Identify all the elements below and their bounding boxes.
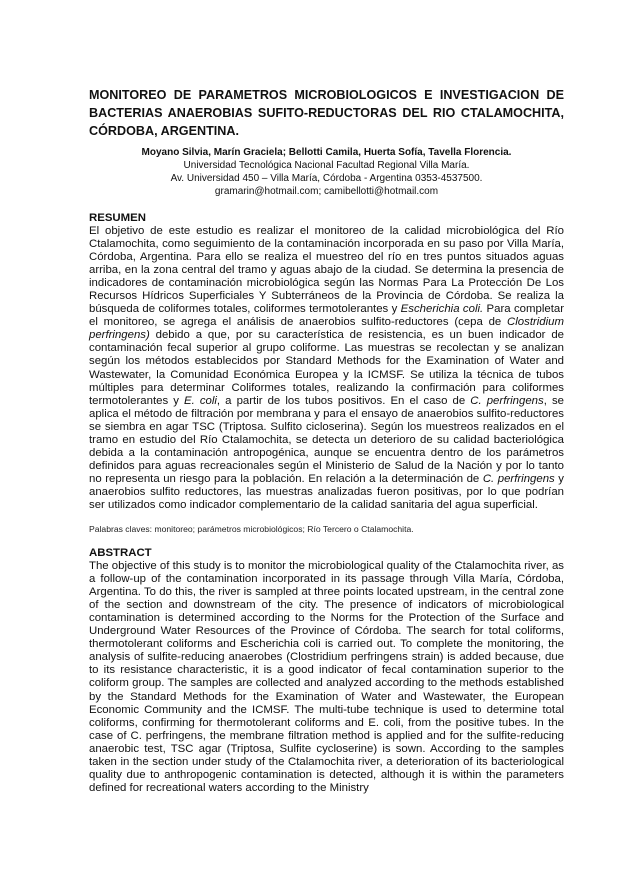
abstract-heading: ABSTRACT bbox=[89, 547, 152, 560]
resumen-paragraph bbox=[89, 225, 564, 512]
resumen-text-4: , a partir de los tubos positivos. En el caso de bbox=[216, 394, 471, 407]
author-names: Moyano Silvia, Marín Graciela; Bellotti Camila, Huerta Sofía, Tavella Florencia. bbox=[141, 147, 512, 158]
affiliation-line-1: Universidad Tecnológica Nacional Facultad Regional Villa María. bbox=[183, 160, 470, 171]
resumen-italic-2: Clostridium perfringens) bbox=[89, 316, 564, 342]
abstract-paragraph: The objective of this study is to monitor the microbiological quality of the Ctalamochita river, as a follow-up of the contamination incorporated in its passage through Villa María, Córdoba, Argentina. To do this, the river is sampled at three points located upstream, in the central zone of the section and downstream of the city. The presence of indicators of microbiological contamination is determined according to the Norms for the Protection of the Surface and Underground Water Resources of the Province of Córdoba. The search for total coliforms, thermotolerant coliforms and Escherichia coli is carried out. To complete the monitoring, the analysis of sulfite-reducing anaerobes (Clostridium perfringens strain) is added because, due to its resistance characteristic, it is a good indicator of fecal contamination superior to the coliform group. The samples are collected and analyzed according to the methods established by the Standard Methods for the Examination of Water and Wastewater, the European Economic Community and the ICMSF. The multi-tube technique is used to determine total coliforms, confirming for thermotolerant coliforms and E. coli, from the positive tubes. In the case of C. perfringens, the membrane filtration method is applied and for the sulfite-reducing anaerobic test, TSC agar (Triptosa, Sulfite cycloserine) is sown. According to the samples taken in the section under study of the Ctalamochita river, a deterioration of its bacteriological quality due to anthropogenic contamination is detected, although it is within the parameters defined for recreational waters according to the Ministry bbox=[89, 560, 564, 794]
paper-title: MONITOREO DE PARAMETROS MICROBIOLOGICOS E INVESTIGACION DE BACTERIAS ANAEROBIAS SUFITO-REDUCTORAS DEL RIO CTALAMOCHITA, CÓRDOBA, ARGENTINA. bbox=[89, 88, 564, 138]
resumen-italic-4: C. perfringens bbox=[470, 394, 544, 407]
resumen-text-1: El objetivo de este estudio es realizar el monitoreo de la calidad microbiológica del Río Ctalamochita, como seguimiento de la contaminación incorporada en su paso por Villa María, Córdoba, Argentina. Para ello se realiza el muestreo del río en tres puntos situados aguas arriba, en la zona central del tramo y aguas abajo de la ciudad. Se determina la presencia de indicadores de contaminación microbiológica según las Normas Para La Protección De Los Recursos Hídricos Superficiales Y Subterráneos de la Provincia de Córdoba. Se realiza la búsqueda de coliformes totales, coliformes termotolerantes y bbox=[89, 225, 564, 316]
resumen-italic-5: C. perfringens bbox=[482, 472, 555, 485]
resumen-text-6: y anaerobios sulfito reductores, las muestras analizadas fueron positivas, por lo que podrían ser utilizados como indicador complementario de la calidad sanitaria del agua superficial. bbox=[89, 472, 564, 511]
resumen-heading: RESUMEN bbox=[89, 212, 146, 224]
resumen-italic-3: E. coli bbox=[183, 394, 217, 407]
resumen-text-2: Para completar el monitoreo, se agrega el análisis de anaerobios sulfito-reductores (cepa de bbox=[89, 303, 564, 329]
keywords-line: Palabras claves: monitoreo; parámetros microbiológicos; Río Tercero o Ctalamochita. bbox=[89, 524, 414, 535]
author-emails: gramarin@hotmail.com; camibellotti@hotmail.com bbox=[214, 186, 439, 197]
author-block bbox=[89, 146, 564, 198]
affiliation-line-2: Av. Universidad 450 – Villa María, Córdoba - Argentina 0353-4537500. bbox=[170, 173, 483, 184]
resumen-italic-1: Escherichia coli. bbox=[400, 303, 484, 316]
resumen-text-5: , se aplica el método de filtración por membrana y para el ensayo de anaerobios sulfito-reductores se siembra en agar TSC (Triptosa. Sulfito cicloserina). Según los muestreos realizados en el tramo en estudio del Río Ctalamochita, se detecta un deterioro de su calidad bacteriológica debida a la contaminación antropogénica, aunque se encuentra dentro de los parámetros definidos para aguas recreacionales según el Ministerio de Salud de la Nación y por lo tanto no representa un riesgo para la población. En relación a la determinación de bbox=[89, 394, 564, 485]
resumen-text-3: debido a que, por su característica de resistencia, es un buen indicador de contaminación fecal superior al grupo coliforme. Las muestras se recolectan y se analizan según los métodos establecidos por Standard Methods for the Examination of Water and Wastewater, la Comunidad Económica Europea y la ICMSF. Se utiliza la técnica de tubos múltiples para determinar Coliformes totales, realizando la confirmación para coliformes termotolerantes y bbox=[89, 329, 564, 407]
